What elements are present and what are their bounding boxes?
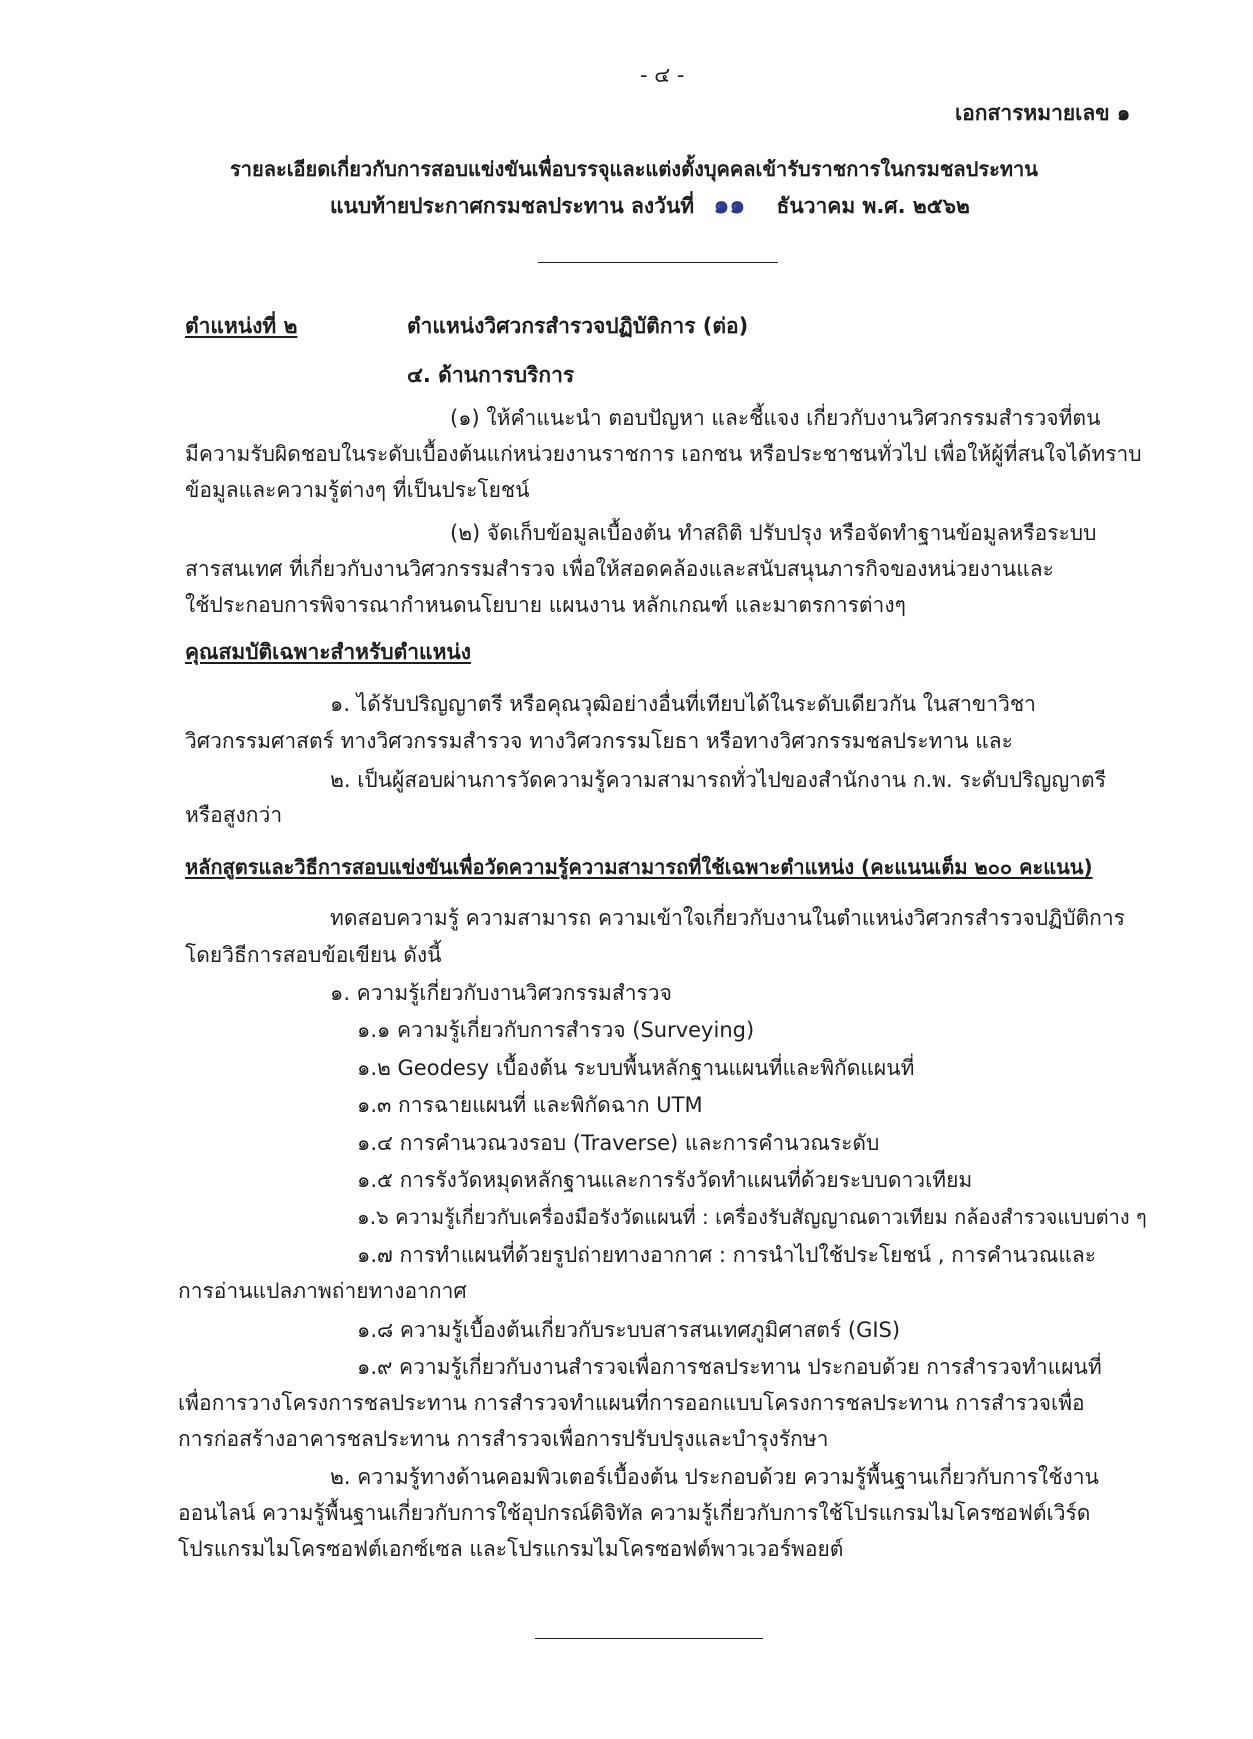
service-heading: ๔. ด้านการบริการ: [407, 363, 575, 387]
service-item1-line3: ข้อมูลและความรู้ต่างๆ ที่เป็นประโยชน์: [185, 478, 530, 502]
subtopic-1-7-line1: ๑.๗ การทำแผนที่ด้วยรูปถ่ายทางอากาศ : การนำไปใช้ประโยชน์ , การคำนวณและ: [357, 1243, 1097, 1267]
footer-divider: [535, 1638, 763, 1639]
document-title-line2: [330, 190, 970, 221]
service-item2-line3: ใช้ประกอบการพิจารณากำหนดนโยบาย แผนงาน หลักเกณฑ์ และมาตรการต่างๆ: [185, 593, 906, 617]
topic2-line2: ออนไลน์ ความรู้พื้นฐานเกี่ยวกับการใช้อุปกรณ์ดิจิทัล ความรู้เกี่ยวกับการใช้โปรแกรมไมโครซอฟต์เวิร์ด: [178, 1501, 1091, 1525]
service-item1-line2: มีความรับผิดชอบในระดับเบื้องต้นแก่หน่วยงานราชการ เอกชน หรือประชาชนทั่วไป เพื่อให้ผู้ที่สนใจได้ทราบ: [185, 442, 1142, 466]
title-day: ๑๑: [713, 190, 746, 219]
qual-item2-line1: ๒. เป็นผู้สอบผ่านการวัดความรู้ความสามารถทั่วไปของสำนักงาน ก.พ. ระดับปริญญาตรี: [330, 768, 1106, 792]
title-prefix: แนบท้ายประกาศกรมชลประทาน ลงวันที่: [330, 194, 695, 218]
service-item1-line1: (๑) ให้คำแนะนำ ตอบปัญหา และชี้แจง เกี่ยวกับงานวิศวกรรมสำรวจที่ตน: [450, 406, 1101, 430]
position-name: ตำแหน่งวิศวกรสำรวจปฏิบัติการ (ต่อ): [407, 314, 749, 338]
curriculum-heading: หลักสูตรและวิธีการสอบแข่งขันเพื่อวัดความรู้ความสามารถที่ใช้เฉพาะตำแหน่ง (คะแนนเต็ม ๒๐๐ คะแนน): [185, 855, 1093, 879]
topic2-line1: ๒. ความรู้ทางด้านคอมพิวเตอร์เบื้องต้น ประกอบด้วย ความรู้พื้นฐานเกี่ยวกับการใช้งาน: [330, 1465, 1099, 1489]
topic1: ๑. ความรู้เกี่ยวกับงานวิศวกรรมสำรวจ: [330, 981, 672, 1005]
subtopic-1-9-line2: เพื่อการวางโครงการชลประทาน การสำรวจทำแผนที่การออกแบบโครงการชลประทาน การสำรวจเพื่อ: [178, 1391, 1085, 1415]
document-title-line1: รายละเอียดเกี่ยวกับการสอบแข่งขันเพื่อบรรจุและแต่งตั้งบุคคลเข้ารับราชการในกรมชลประทาน: [230, 157, 1038, 181]
qual-item2-line2: หรือสูงกว่า: [185, 803, 283, 827]
qualifications-heading: คุณสมบัติเฉพาะสำหรับตำแหน่ง: [185, 640, 472, 664]
subtopic-1-9-line1: ๑.๙ ความรู้เกี่ยวกับงานสำรวจเพื่อการชลประทาน ประกอบด้วย การสำรวจทำแผนที่: [357, 1355, 1102, 1379]
subtopic-1-1: ๑.๑ ความรู้เกี่ยวกับการสำรวจ (Surveying): [357, 1018, 755, 1042]
service-item2-line2: สารสนเทศ ที่เกี่ยวกับงานวิศวกรรมสำรวจ เพื่อให้สอดคล้องและสนับสนุนภารกิจของหน่วยงานและ: [185, 557, 1054, 581]
qual-item1-line1: ๑. ได้รับปริญญาตรี หรือคุณวุฒิอย่างอื่นที่เทียบได้ในระดับเดียวกัน ในสาขาวิชา: [330, 692, 1036, 716]
title-divider: [538, 262, 778, 263]
title-suffix: ธันวาคม พ.ศ. ๒๕๖๒: [776, 194, 970, 218]
position-label: ตำแหน่งที่ ๒: [185, 314, 298, 338]
subtopic-1-5: ๑.๕ การรังวัดหมุดหลักฐานและการรังวัดทำแผนที่ด้วยระบบดาวเทียม: [357, 1168, 973, 1192]
intro-line1: ทดสอบความรู้ ความสามารถ ความเข้าใจเกี่ยวกับงานในตำแหน่งวิศวกรสำรวจปฏิบัติการ: [330, 906, 1125, 930]
subtopic-1-4: ๑.๔ การคำนวณวงรอบ (Traverse) และการคำนวณระดับ: [357, 1131, 880, 1155]
page-number: - ๔ -: [640, 63, 685, 87]
topic2-line3: โปรแกรมไมโครซอฟต์เอกซ์เซล และโปรแกรมไมโครซอฟต์พาวเวอร์พอยต์: [178, 1537, 844, 1561]
intro-line2: โดยวิธีการสอบข้อเขียน ดังนี้: [185, 943, 442, 967]
subtopic-1-6: ๑.๖ ความรู้เกี่ยวกับเครื่องมือรังวัดแผนที่ : เครื่องรับสัญญาณดาวเทียม กล้องสำรวจแบบต่าง ๆ: [357, 1205, 1147, 1229]
service-item2-line1: (๒) จัดเก็บข้อมูลเบื้องต้น ทำสถิติ ปรับปรุง หรือจัดทำฐานข้อมูลหรือระบบ: [450, 521, 1097, 545]
subtopic-1-7-line2: การอ่านแปลภาพถ่ายทางอากาศ: [178, 1279, 467, 1303]
document-reference: เอกสารหมายเลข ๑: [955, 101, 1131, 125]
subtopic-1-3: ๑.๓ การฉายแผนที่ และพิกัดฉาก UTM: [357, 1093, 703, 1117]
subtopic-1-8: ๑.๘ ความรู้เบื้องต้นเกี่ยวกับระบบสารสนเทศภูมิศาสตร์ (GIS): [357, 1318, 901, 1342]
qual-item1-line2: วิศวกรรมศาสตร์ ทางวิศวกรรมสำรวจ ทางวิศวกรรมโยธา หรือทางวิศวกรรมชลประทาน และ: [185, 729, 1013, 753]
subtopic-1-2: ๑.๒ Geodesy เบื้องต้น ระบบพื้นหลักฐานแผนที่และพิกัดแผนที่: [357, 1056, 915, 1080]
subtopic-1-9-line3: การก่อสร้างอาคารชลประทาน การสำรวจเพื่อการปรับปรุงและบำรุงรักษา: [178, 1427, 829, 1451]
